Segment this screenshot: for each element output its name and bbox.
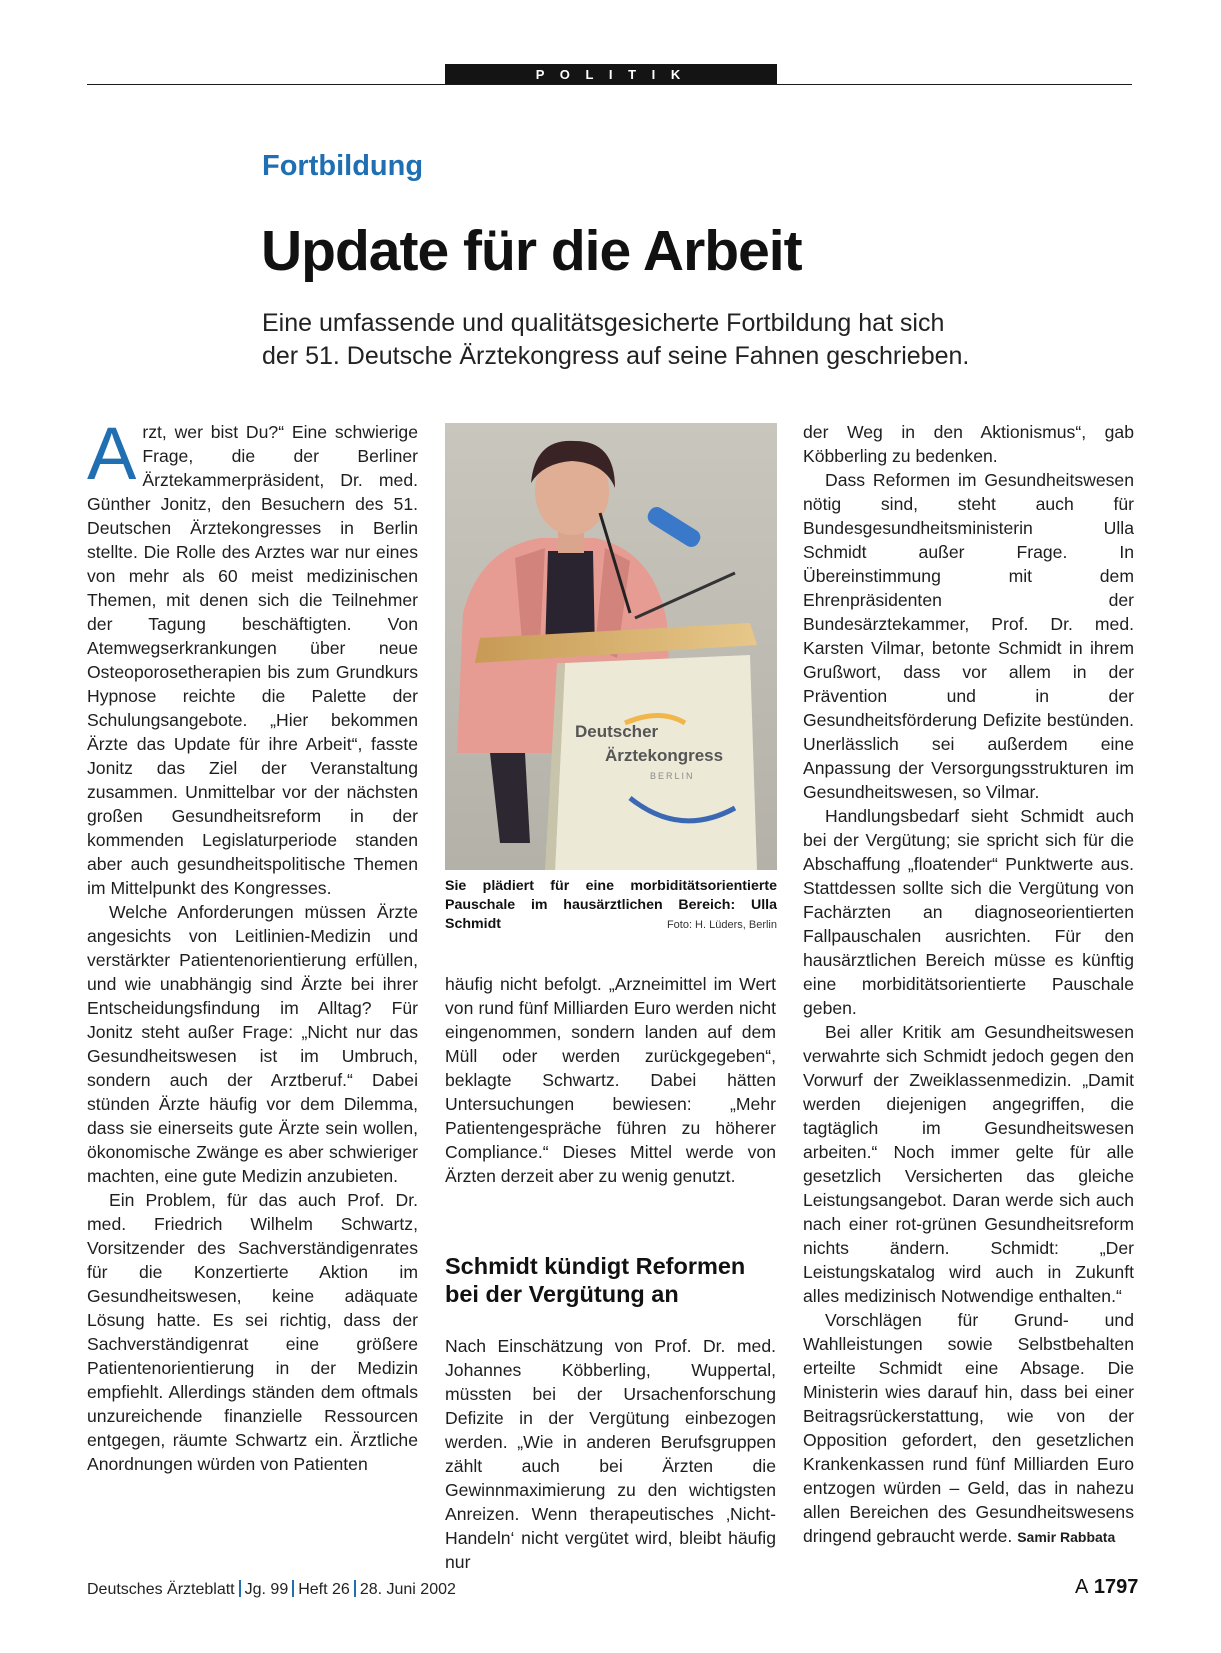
drop-cap: A	[87, 412, 137, 495]
footer-citation	[87, 1580, 456, 1599]
separator	[292, 1580, 294, 1597]
text-column-2-continued	[445, 1334, 776, 1574]
section-subheading: Schmidt kündigt Reformen bei der Vergütung an	[445, 1253, 746, 1307]
article-headline: Update für die Arbeit	[261, 219, 802, 283]
page-number	[1075, 1576, 1138, 1599]
article-lead: Eine umfassende und qualitätsgesicherte Fortbildung hat sich der 51. Deutsche Ärztekongress auf seine Fahnen geschrieben.	[262, 309, 970, 370]
paragraph: Bei aller Kritik am Gesundheitswesen verwahrte sich Schmidt jedoch gegen den Vorwurf der Zweiklassenmedizin. „Damit werden diejenigen angegriffen, die tagtäglich im Gesundheitswesen arbeiten.“ Noch immer gelte für alle gesetzlich Versicherten das gleiche Leistungsangebot. Daran werde sich auch nach einer rot-grünen Gesundheitsreform nichts ändern. Schmidt: „Der Leistungskatalog wird auch in Zukunft alles medizinisch Notwendige enthalten.“	[803, 1022, 1134, 1306]
paragraph: der Weg in den Aktionismus“, gab Köbberling zu bedenken.	[803, 422, 1134, 466]
paragraph: Welche Anforderungen müssen Ärzte angesichts von Leitlinien-Medizin und verstärkter Patientenorientierung erfüllen, und wie unabhängig sind Ärzte bei ihrer Entscheidungsfindung im Alltag? Für Jonitz steht außer Frage: „Nicht nur das Gesundheitswesen ist im Umbruch, sondern auch der Arztberuf.“ Dabei stünden Ärzte häufig vor dem Dilemma, dass sie einerseits gute Ärzte sein wollen, ökonomische Zwänge es aber schwieriger machten, eine gute Medizin anzubieten.	[87, 902, 418, 1186]
separator	[354, 1580, 356, 1597]
lectern-banner-line-2: Ärztekongress	[605, 746, 724, 765]
paragraph: Handlungsbedarf sieht Schmidt auch bei der Vergütung; sie spricht sich für die Abschaffung „floatender“ Punktwerte aus. Stattdessen sollte sich die Vergütung von Fachärzten an diagnoseorientierten Fallpauschalen ausrichten. Für den hausärztlichen Bereich müsse es künftig eine morbiditätsorientierte Pauschale geben.	[803, 806, 1134, 1018]
separator	[239, 1580, 241, 1597]
paragraph: Dass Reformen im Gesundheitswesen nötig sind, steht auch für Bundesgesundheitsministerin Ulla Schmidt außer Frage. In Übereinstimmung mit dem Ehrenpräsidenten der Bundesärztekammer, Prof. Dr. med. Karsten Vilmar, betonte Schmidt in ihrem Grußwort, dass vor allem in der Prävention und in der Gesundheitsförderung Defizite bestünden. Unerlässlich sei außerdem eine Anpassung der Versorgungsstrukturen im Gesundheitswesen, so Vilmar.	[803, 470, 1134, 802]
paragraph-text: rzt, wer bist Du?“ Eine schwierige Frage, die der Berliner Ärztekammerpräsident, Dr. med. Günther Jonitz, den Besuchern des 51. Deutschen Ärztekongresses in Berlin stellte. Die Rolle des Arztes war nur eines von mehr als 60 meist medizinischen Themen, mit denen sich die Teilnehmer der Tagung beschäftigten. Von Atemwegserkrankungen über neue Osteoporosetherapien bis zum Grundkurs Hypnose reichte die Palette der Schulungsangebote. „Hier bekommen Ärzte das Update für ihre Arbeit“, fasste Jonitz das Ziel der Veranstaltung zusammen. Unmittelbar vor der nächsten großen Gesundheitsreform in der kommenden Legislaturperiode standen aber auch gesundheitspolitische Themen im Mittelpunkt des Kongresses.	[87, 422, 418, 898]
page-prefix: A	[1075, 1576, 1089, 1598]
journal-name: Deutsches Ärzteblatt	[87, 1581, 235, 1598]
lectern-banner-line-1: Deutscher	[575, 722, 659, 741]
header-rule	[87, 84, 1132, 85]
issue-date: 28. Juni 2002	[359, 1581, 456, 1598]
paragraph: Ein Problem, für das auch Prof. Dr. med. Friedrich Wilhelm Schwartz, Vorsitzender des Sachverständigenrates für die Konzertierte Aktion im Gesundheitswesen, keine adäquate Lösung hatte. Es sei richtig, dass der Sachverständigenrat eine größere Patientenorientierung in der Medizin empfiehlt. Allerdings ständen dem oftmals unzureichende finanzielle Ressourcen entgegen, räumte Schwartz ein. Ärztliche Anordnungen würden von Patienten	[87, 1190, 418, 1474]
paragraph: Nach Einschätzung von Prof. Dr. med. Johannes Köbberling, Wuppertal, müssten bei der Ursachenforschung Defizite in der Vergütung einbezogen werden. „Wie in anderen Berufsgruppen zählt auch bei Ärzten die Gewinnmaximierung zu den wichtigsten Anreizen. Wenn therapeutisches ‚Nicht-Handeln‘ nicht vergütet wird, bleibt häufig nur	[445, 1336, 776, 1572]
speaker-photo	[445, 423, 777, 870]
paragraph	[803, 1308, 1134, 1549]
page-number-value: 1797	[1093, 1576, 1139, 1598]
photo-credit: Foto: H. Lüders, Berlin	[666, 919, 777, 931]
section-label: P O L I T I K	[445, 64, 777, 85]
paragraph	[87, 412, 418, 900]
text-column-3	[803, 420, 1134, 1549]
journal-issue: Heft 26	[298, 1581, 350, 1598]
article-kicker: Fortbildung	[262, 150, 424, 182]
text-column-2	[445, 972, 776, 1188]
journal-volume: Jg. 99	[244, 1581, 289, 1598]
text-column-1	[87, 412, 418, 1476]
paragraph: häufig nicht befolgt. „Arzneimittel im Wert von rund fünf Milliarden Euro werden nicht eingenommen, sondern landen auf dem Müll oder werden zurückgegeben“, beklagte Schwartz. Dabei hätten Untersuchungen bewiesen: „Mehr Patientengespräche führen zu höherer Compliance.“ Dieses Mittel werde von Ärzten derzeit aber zu wenig genutzt.	[445, 974, 776, 1186]
paragraph-text: Vorschlägen für Grund- und Wahlleistungen sowie Selbstbehalten erteilte Schmidt eine Absage. Die Ministerin wies darauf hin, dass bei einer Beitragsrückerstattung, wie von der Opposition gefordert, den gesetzlichen Krankenkassen rund fünf Milliarden Euro entzogen würden – Geld, das in nahezu allen Bereichen des Gesundheitswesens dringend gebraucht werde.	[803, 1310, 1134, 1546]
author-byline: Samir Rabbata	[1017, 1529, 1116, 1545]
photo-caption: Sie plädiert für eine morbiditätsorientierte Pauschale im hausärztlichen Bereich: Ulla Schmidt	[445, 878, 777, 932]
lectern-banner-line-3: BERLIN	[650, 771, 695, 781]
